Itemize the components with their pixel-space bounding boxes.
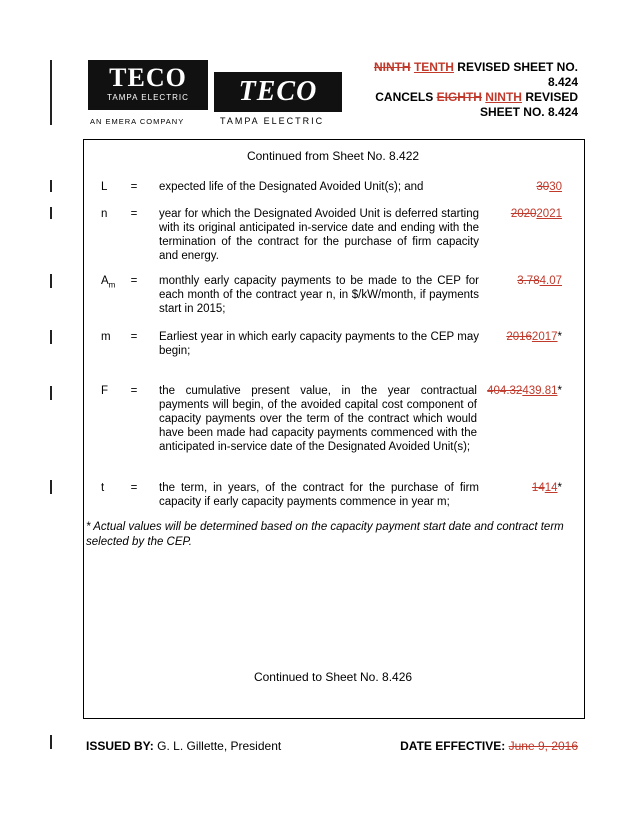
variable-value: 3030 [536, 181, 562, 193]
effective-label: DATE EFFECTIVE: [400, 739, 506, 753]
revision-bar [50, 330, 52, 344]
revision-bar [50, 480, 52, 494]
continued-to: Continued to Sheet No. 8.426 [253, 670, 413, 684]
variable-symbol: $A_m$ [101, 275, 116, 290]
revision-bar [50, 386, 52, 400]
sheet-number: 8.424 [547, 75, 578, 89]
variable-symbol: L [101, 181, 108, 193]
sheet-header: NINTH TENTH REVISED SHEET NO. 8.424 CANCELS EIGHTH NINTH REVISED SHEET NO. 8.424 [338, 60, 578, 120]
variable-value: 20202021 [510, 208, 562, 220]
variable-symbol: F [101, 385, 109, 397]
variable-symbol: n [101, 208, 108, 220]
effective-date-struck: June 9, 2016 [508, 739, 578, 753]
teco-logo-left [88, 60, 208, 110]
revision-bar [50, 274, 52, 288]
issued-label: ISSUED BY: [86, 739, 154, 753]
date-effective [400, 739, 578, 753]
revision-bar [50, 207, 52, 219]
variable-symbol: t [101, 482, 105, 494]
revision-bar [50, 180, 52, 192]
equals-sign: = [130, 275, 138, 287]
variable-description: the term, in years, of the contract for the purchase of firm capacity if early capacity payments commence in year m; [159, 482, 479, 508]
struck-text: NINTH [373, 60, 411, 74]
footnote: * Actual values will be determined based on the capacity payment start date and contract term selected by the CEP. [86, 521, 564, 548]
variable-description: year for which the Designated Avoided Unit is deferred starting with its original anticipated in-service date and ending with the termination of the contract for the purchase of firm capacity and energy. [159, 208, 479, 262]
issued-value: G. L. Gillette, President [157, 739, 282, 753]
inserted-text: NINTH [485, 90, 522, 104]
logo-tagline: AN EMERA COMPANY [90, 117, 185, 126]
revision-bar [50, 60, 52, 125]
equals-sign: = [130, 385, 138, 397]
teco-logo-right [214, 72, 342, 112]
variable-value: 404.32439.81* [487, 385, 562, 397]
revision-bar [50, 735, 52, 749]
logo-subtext: TAMPA ELECTRIC [107, 93, 189, 102]
variable-value: 1414* [531, 482, 562, 494]
continued-from: Continued from Sheet No. 8.422 [246, 149, 420, 163]
variable-description: the cumulative present value, in the year contractual payments will begin, of the avoided capital cost component of capacity payments over the term of the contract which would have been made had capacity payments commenced with the anticipated in-service date of the Designated Avoided Unit(s); [159, 385, 477, 453]
variable-description: Earliest year in which early capacity payments to the CEP may begin; [159, 331, 479, 357]
variable-description: monthly early capacity payments to be made to the CEP for each month of the contract year n, in $/kW/month, if payments start in 2015; [159, 275, 479, 315]
issued-by [86, 739, 281, 753]
equals-sign: = [130, 181, 138, 193]
variable-value: 20162017* [506, 331, 562, 343]
cancelled-sheet-number: SHEET NO. 8.424 [479, 105, 578, 119]
variable-symbol: m [101, 331, 111, 343]
inserted-text: TENTH [413, 60, 454, 74]
equals-sign: = [130, 482, 138, 494]
logo-wordmark: TECO [238, 76, 318, 107]
equals-sign: = [130, 331, 138, 343]
variable-description: expected life of the Designated Avoided Unit(s); and [159, 181, 424, 193]
variable-value: 3.784.07 [517, 275, 562, 287]
equals-sign: = [130, 208, 138, 220]
struck-text: EIGHTH [436, 90, 482, 104]
logo-subtext: TAMPA ELECTRIC [220, 116, 325, 126]
logo-wordmark: TECO [109, 63, 187, 92]
